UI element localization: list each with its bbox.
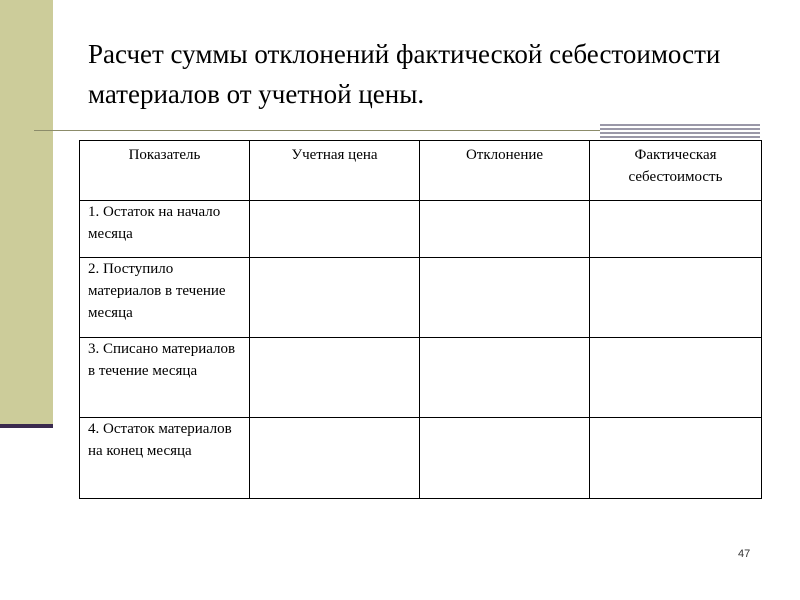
table-cell bbox=[250, 258, 420, 338]
header-indicator: Показатель bbox=[80, 141, 250, 201]
decorative-side-bar bbox=[0, 0, 53, 427]
page-number: 47 bbox=[738, 548, 751, 560]
row-label: 3. Списано материалов в течение месяца bbox=[80, 338, 250, 418]
table-cell bbox=[590, 338, 762, 418]
table-row bbox=[80, 258, 762, 338]
slide-title: Расчет суммы отклонений фактической себестоимости материалов от учетной цены. bbox=[88, 39, 721, 109]
row-label: 2. Поступило материалов в течение месяца bbox=[80, 258, 250, 338]
decorative-side-bar-line bbox=[0, 424, 53, 428]
table-cell bbox=[250, 338, 420, 418]
decorative-stripes bbox=[600, 124, 760, 139]
header-deviation: Отклонение bbox=[420, 141, 590, 201]
header-actual-cost: Фактическая себестоимость bbox=[590, 141, 762, 201]
row-label: 1. Остаток на начало месяца bbox=[80, 201, 250, 258]
table-cell bbox=[420, 201, 590, 258]
row-label: 4. Остаток материалов на конец месяца bbox=[80, 418, 250, 499]
table-header-row bbox=[80, 141, 762, 201]
table-cell bbox=[420, 338, 590, 418]
table-cell bbox=[420, 258, 590, 338]
table-cell bbox=[590, 201, 762, 258]
table-row bbox=[80, 418, 762, 499]
table-cell bbox=[420, 418, 590, 499]
table-cell bbox=[590, 258, 762, 338]
header-accounting-price: Учетная цена bbox=[250, 141, 420, 201]
table-row bbox=[80, 201, 762, 258]
calculation-table bbox=[79, 140, 762, 499]
table-cell bbox=[590, 418, 762, 499]
table-cell bbox=[250, 418, 420, 499]
table-row bbox=[80, 338, 762, 418]
table-cell bbox=[250, 201, 420, 258]
